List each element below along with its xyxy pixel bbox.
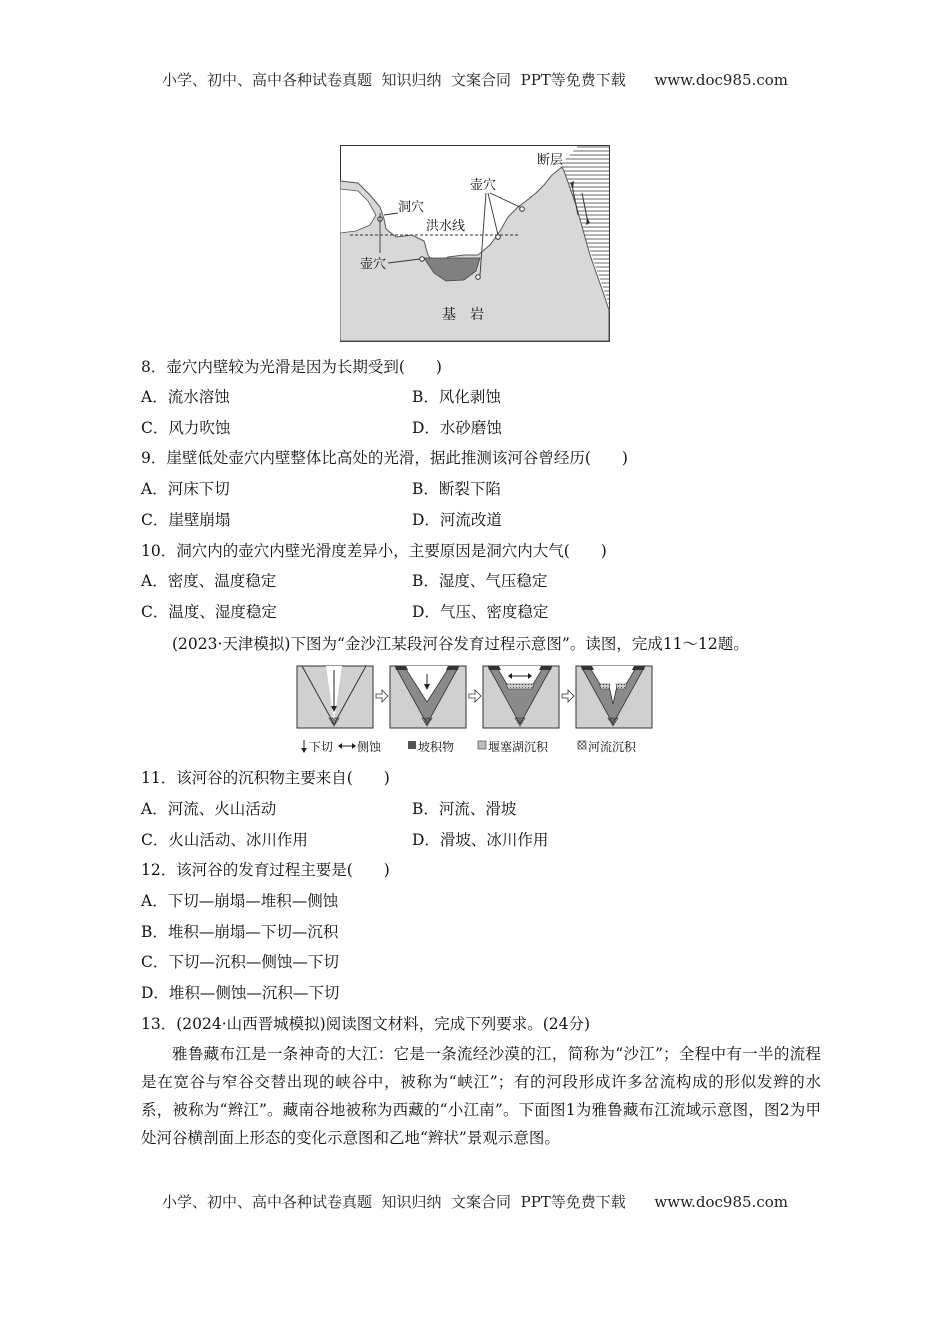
label-pothole-left: 壶穴 [360,257,387,272]
q11-option-c[interactable]: C．火山活动、冰川作用 [141,831,308,849]
pothole [476,275,481,280]
stage-arrow [376,690,388,702]
q8-option-d[interactable]: D．水砂磨蚀 [412,419,502,437]
label-cave: 洞穴 [398,200,425,215]
stage-1-panel [297,666,373,728]
pothole-diagram [340,145,610,342]
q10-stem: 10．洞穴内的壶穴内壁光滑度差异小，主要原因是洞穴内大气( ) [141,542,607,560]
q13-stem: 13．(2024·山西晋城模拟)阅读图文材料，完成下列要求。(24分) [141,1015,591,1033]
q9-option-a[interactable]: A．河床下切 [141,480,230,498]
legend-colluvium: 坡积物 [418,740,455,754]
pothole [520,207,525,212]
q9-option-d[interactable]: D．河流改道 [412,511,502,529]
label-flood-line: 洪水线 [426,219,466,234]
label-bedrock: 基 岩 [442,307,484,323]
label-pothole-top: 壶穴 [470,178,497,193]
stage-2-panel [390,666,466,728]
q9-option-c[interactable]: C．崖壁崩塌 [141,511,231,529]
page-header: 小学、初中、高中各种试卷真题 知识归纳 文案合同 PPT等免费下载 www.doc985.com [161,71,788,89]
q8-option-a[interactable]: A．流水溶蚀 [141,388,230,406]
q8-stem: 8．壶穴内壁较为光滑是因为长期受到( ) [141,358,442,376]
q11-stem: 11．该河谷的沉积物主要来自( ) [141,769,390,787]
pothole [496,235,501,240]
q12-option-b[interactable]: B．堆积—崩塌—下切—沉积 [141,923,339,941]
q11-option-b[interactable]: B．河流、滑坡 [412,800,517,818]
q10-option-c[interactable]: C．温度、湿度稳定 [141,603,277,621]
legend-lake: 堰塞湖沉积 [488,740,549,754]
q12-stem: 12．该河谷的发育过程主要是( ) [141,861,390,879]
label-fault: 断层 [537,153,564,168]
q10-option-b[interactable]: B．湿度、气压稳定 [412,572,548,590]
q9-stem: 9．崖壁低处壶穴内壁整体比高处的光滑，据此推测该河谷曾经历( ) [141,449,628,467]
q11-option-a[interactable]: A．河流、火山活动 [141,800,277,818]
q12-option-c[interactable]: C．下切—沉积—侧蚀—下切 [141,953,339,971]
stage-3-panel [483,666,559,728]
pothole [420,257,425,262]
q9-option-b[interactable]: B．断裂下陷 [412,480,501,498]
q10-option-d[interactable]: D．气压、密度稳定 [412,603,549,621]
legend-river: 河流沉积 [588,740,637,754]
q13-paragraph: 雅鲁藏布江是一条神奇的大江：它是一条流经沙漠的江，简称为“沙江”；全程中有一半的流程是在宽谷与窄谷交替出现的峡谷中，被称为“峡江”；有的河段形成许多岔流构成的形似发辫的水系，被称为“辫江”。藏南谷地被称为西藏的“小江南”。下面图1为雅鲁藏布江流域示意图，图2为甲处河谷横剖面上形态的变化示意图和乙地“辫状”景观示意图。 [141,1045,821,1147]
stage-4-panel [576,666,652,728]
legend [301,739,637,754]
q11-option-d[interactable]: D．滑坡、冰川作用 [412,831,549,849]
q12-option-a[interactable]: A．下切—崩塌—堆积—侧蚀 [141,892,339,910]
q8-option-c[interactable]: C．风力吹蚀 [141,419,231,437]
stage-arrow [562,690,574,702]
legend-cut: 下切 [309,740,334,754]
q8-option-b[interactable]: B．风化剥蚀 [412,388,501,406]
legend-lateral: 侧蚀 [357,740,382,754]
q12-option-d[interactable]: D．堆积—侧蚀—沉积—下切 [141,984,340,1002]
stage-arrow [469,690,481,702]
valley-development-diagram [296,662,656,758]
intro-q11-12: (2023·天津模拟)下图为“金沙江某段河谷发育过程示意图”。读图，完成11～12题。 [172,635,749,653]
q10-option-a[interactable]: A．密度、温度稳定 [141,572,277,590]
page-footer: 小学、初中、高中各种试卷真题 知识归纳 文案合同 PPT等免费下载 www.doc985.com [161,1193,788,1211]
